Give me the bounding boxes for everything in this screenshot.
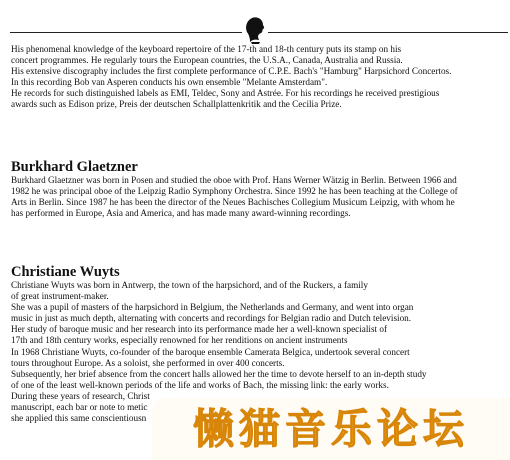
wuyts-line: tours throughout Europe. As a soloist, she performed in over 400 concerts. xyxy=(11,357,285,368)
watermark-text: 懒猫音乐论坛 xyxy=(193,405,469,453)
intro-line: His phenomenal knowledge of the keyboard repertoire of the 17-th and 18-th century puts its stamp on his xyxy=(11,44,402,54)
wuyts-line: During these years of research, Christ xyxy=(11,390,150,401)
wuyts-line: of one of the least well-known periods of the life and works of Bach, the missing link: the early works. xyxy=(11,379,389,390)
header-rule-left xyxy=(10,32,242,33)
wuyts-line: music in just as much depth, alternating with concerts and recordings for Belgian radio and Dutch television. xyxy=(11,313,412,324)
wuyts-line: Subsequently, her brief absence from the concert halls allowed her the time to devote herself to an in-depth study xyxy=(11,368,427,379)
wuyts-line: Christiane Wuyts was born in Antwerp, the town of the harpsichord, and of the Ruckers, a family xyxy=(11,280,368,290)
glaetzner-line: has performed in Europe, Asia and America, and has made many award-winning recordings. xyxy=(11,208,351,219)
intro-line: awards such as Edison prize, Preis der deutschen Schallplattenkritik and the Cecilia Prize. xyxy=(11,99,342,110)
wuyts-line: Her study of baroque music and her research into its performance made her a well-known specialist of xyxy=(11,324,388,335)
intro-line: His extensive discography includes the first complete performance of C.P.E. Bach's "Hamburg" Harpsichord Concertos. xyxy=(11,66,452,77)
intro-section xyxy=(11,44,501,111)
wuyts-line: She was a pupil of masters of the harpsichord in Belgium, the Netherlands and Germany, and went into organ xyxy=(11,302,414,313)
intro-line: In this recording Bob van Asperen conducts his own ensemble "Melante Amsterdam". xyxy=(11,77,328,88)
wuyts-line: of great instrument-maker. xyxy=(11,291,109,302)
wuyts-line: In 1968 Christiane Wuyts, co-founder of the baroque ensemble Camerata Belgica, undertook several concert xyxy=(11,346,410,357)
glaetzner-section xyxy=(11,159,501,219)
intro-line: He records for such distinguished labels as EMI, Teldec, Sony and Astrée. For his recordings he received prestigious xyxy=(11,88,440,99)
wuyts-heading: Christiane Wuyts xyxy=(11,264,120,280)
intro-line: concert programmes. He regularly tours the European countries, the U.S.A., Canada, Australia and Russia. xyxy=(11,55,403,66)
glaetzner-heading: Burkhard Glaetzner xyxy=(11,159,138,175)
glaetzner-line: Arts in Berlin. Since 1987 he has been the director of the Neues Bachisches Collegium Musicum Leipzig, with whom he xyxy=(11,197,455,208)
glaetzner-line: Burkhard Glaetzner was born in Posen and studied the oboe with Prof. Hans Werner Wätzig in Berlin. Between 1966 and xyxy=(11,175,457,185)
composer-bust-icon xyxy=(243,16,267,44)
wuyts-line: she applied this same conscientiousn xyxy=(11,413,147,424)
header-rule-right xyxy=(268,32,508,33)
wuyts-line: manuscript, each bar or note to metic xyxy=(11,402,148,413)
forum-watermark xyxy=(152,398,510,460)
wuyts-line: 17th and 18th century works, especially renowned for her renditions on ancient instruments xyxy=(11,335,348,346)
glaetzner-line: 1982 he was principal oboe of the Leipzig Radio Symphony Orchestra. Since 1992 he has been teaching at the College of xyxy=(11,186,458,197)
